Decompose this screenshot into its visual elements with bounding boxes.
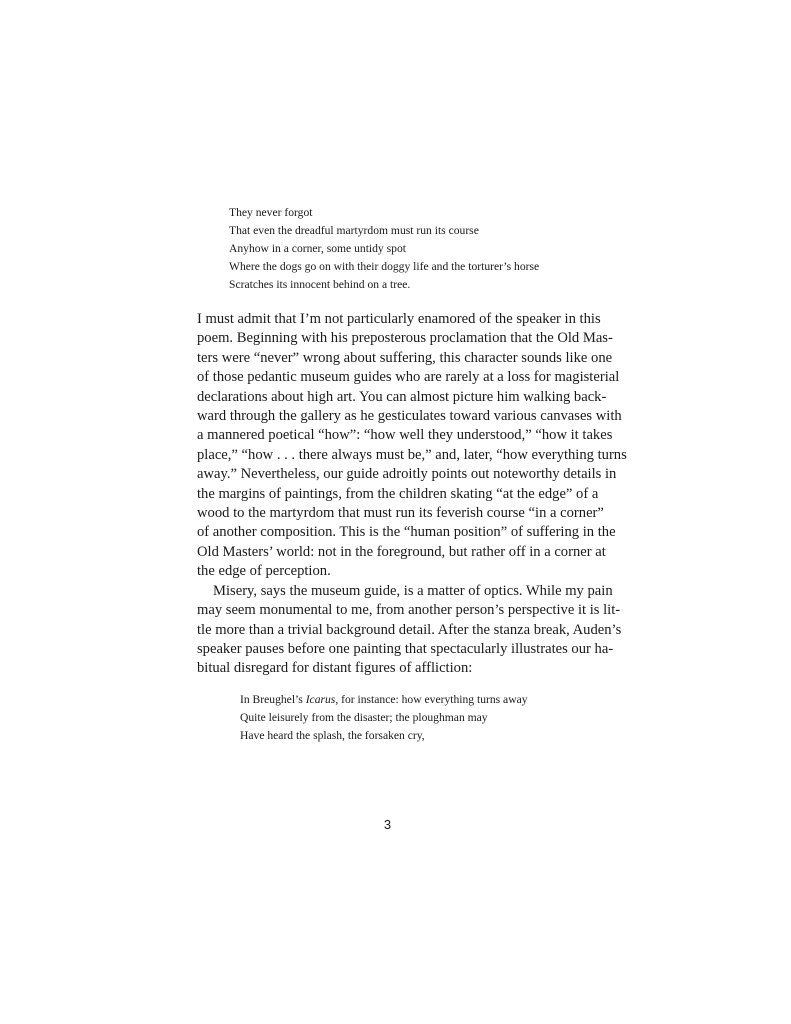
text-line: speaker pauses before one painting that spectacularly illustrates our ha- bbox=[197, 640, 614, 657]
text-line: of another composition. This is the “human position” of suffering in the bbox=[197, 524, 616, 541]
paragraph-2 bbox=[197, 582, 622, 679]
text-line: declarations about high art. You can almost picture him walking back- bbox=[197, 388, 607, 405]
text-line: I must admit that I’m not particularly enamored of the speaker in this bbox=[197, 311, 601, 327]
poem-line: Quite leisurely from the disaster; the ploughman may bbox=[240, 711, 488, 724]
paragraph-1 bbox=[197, 310, 627, 582]
text-line: poem. Beginning with his preposterous proclamation that the Old Mas- bbox=[197, 330, 613, 347]
text-line: place,” “how . . . there always must be,” and, later, “how everything turns bbox=[197, 446, 627, 463]
poem-text: , for instance: how everything turns away bbox=[335, 693, 528, 706]
page-number: 3 bbox=[383, 817, 392, 832]
text-line: away.” Nevertheless, our guide adroitly points out noteworthy details in bbox=[197, 466, 617, 483]
poem-line: Where the dogs go on with their doggy life and the torturer’s horse bbox=[229, 260, 540, 273]
text-line: the edge of perception. bbox=[197, 563, 331, 580]
poem-line: They never forgot bbox=[229, 206, 313, 219]
text-line: a mannered poetical “how”: “how well they understood,” “how it takes bbox=[197, 427, 613, 444]
text-line: may seem monumental to me, from another person’s perspective it is lit- bbox=[197, 602, 621, 619]
text-line: of those pedantic museum guides who are rarely at a loss for magisterial bbox=[197, 369, 620, 386]
poem-text: In Breughel’s bbox=[240, 693, 306, 706]
poem-line: Have heard the splash, the forsaken cry, bbox=[240, 729, 425, 742]
poem-line: That even the dreadful martyrdom must run its course bbox=[229, 224, 479, 237]
text-line: the margins of paintings, from the children skating “at the edge” of a bbox=[197, 485, 599, 502]
text-line: ward through the gallery as he gesticulates toward various canvases with bbox=[197, 408, 622, 425]
poem-excerpt-1 bbox=[229, 204, 539, 294]
poem-line: Anyhow in a corner, some untidy spot bbox=[229, 242, 406, 255]
text-line: ters were “never” wrong about suffering, this character sounds like one bbox=[197, 349, 613, 366]
text-line: wood to the martyrdom that must run its feverish course “in a corner” bbox=[197, 505, 604, 522]
text-line: Misery, says the museum guide, is a matter of optics. While my pain bbox=[213, 582, 613, 599]
painting-title: Icarus bbox=[305, 693, 336, 706]
poem-line: Scratches its innocent behind on a tree. bbox=[229, 278, 411, 291]
text-line: tle more than a trivial background detail. After the stanza break, Auden’s bbox=[197, 621, 622, 638]
poem-excerpt-2 bbox=[240, 691, 528, 745]
body-text bbox=[197, 310, 627, 679]
text-line: Old Masters’ world: not in the foreground, but rather off in a corner at bbox=[197, 543, 606, 560]
poem-line bbox=[240, 691, 528, 709]
text-line: bitual disregard for distant figures of affliction: bbox=[197, 660, 473, 677]
